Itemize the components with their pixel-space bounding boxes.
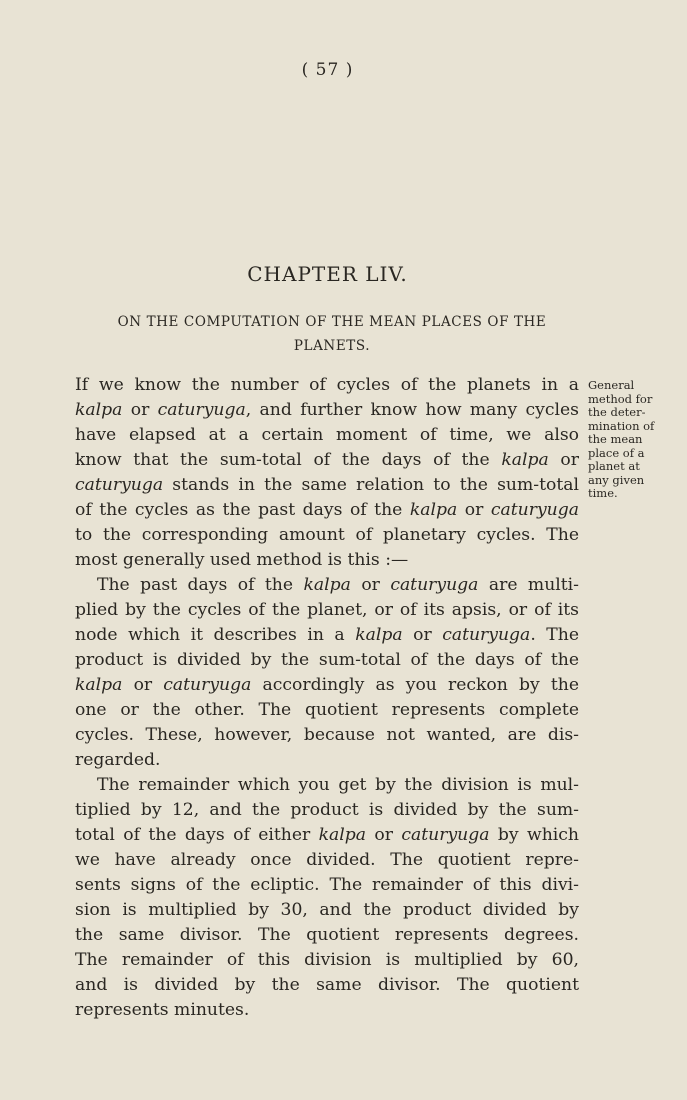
sidenote-line: place of a bbox=[588, 445, 645, 460]
text-line: caturyuga stands in the same relation to the sum-total bbox=[75, 475, 579, 495]
text-line: sents signs of the ecliptic. The remainder of this divi- bbox=[75, 875, 579, 895]
text-line: cycles. These, however, because not wanted, are dis- bbox=[75, 725, 579, 745]
text-line: regarded. bbox=[75, 750, 161, 770]
text-line: the same divisor. The quotient represents degrees. bbox=[75, 925, 579, 945]
body-text bbox=[75, 373, 579, 1023]
chapter-subtitle-line: PLANETS. bbox=[293, 338, 371, 354]
paragraph bbox=[75, 373, 579, 573]
chapter-subtitle bbox=[82, 310, 582, 358]
text-line: know that the sum-total of the days of the kalpa or bbox=[75, 450, 579, 470]
italic-term: kalpa bbox=[75, 400, 123, 420]
italic-term: caturyuga bbox=[490, 500, 580, 520]
text-line: represents minutes. bbox=[75, 1000, 250, 1020]
sidenote-line: method for bbox=[588, 391, 653, 406]
text-line: have elapsed at a certain moment of time, we also bbox=[75, 425, 579, 445]
text-line: product is divided by the sum-total of the days of the bbox=[75, 650, 579, 670]
italic-term: kalpa bbox=[355, 625, 403, 645]
text-line: node which it describes in a kalpa or caturyuga. The bbox=[75, 625, 579, 645]
italic-term: kalpa bbox=[501, 450, 549, 470]
italic-term: kalpa bbox=[75, 675, 123, 695]
sidenote-line: any given bbox=[588, 472, 645, 487]
text-line: we have already once divided. The quotient repre- bbox=[75, 850, 579, 870]
text-line: tiplied by 12, and the product is divided by the sum- bbox=[75, 800, 579, 820]
italic-term: kalpa bbox=[318, 825, 367, 845]
text-line: The past days of the kalpa or caturyuga are multi- bbox=[97, 575, 579, 595]
paragraph bbox=[75, 773, 579, 1023]
italic-term: caturyuga bbox=[163, 675, 252, 695]
sidenote-line: mination of bbox=[588, 418, 655, 433]
text-line: total of the days of either kalpa or caturyuga by which bbox=[75, 825, 579, 845]
text-line: and is divided by the same divisor. The quotient bbox=[75, 975, 579, 995]
page-number: ( 57 ) bbox=[301, 60, 354, 80]
italic-term: caturyuga bbox=[75, 475, 164, 495]
text-line: kalpa or caturyuga accordingly as you reckon by the bbox=[75, 675, 579, 695]
text-line: most generally used method is this :— bbox=[75, 550, 409, 570]
text-line: of the cycles as the past days of the kalpa or caturyuga bbox=[75, 500, 580, 520]
text-line: The remainder of this division is multiplied by 60, bbox=[75, 950, 579, 970]
sidenote-line: the deter- bbox=[588, 405, 646, 419]
italic-term: kalpa bbox=[303, 575, 351, 595]
sidenote-line: General bbox=[588, 378, 635, 392]
italic-term: caturyuga bbox=[390, 575, 479, 595]
paragraph bbox=[75, 573, 579, 773]
italic-term: kalpa bbox=[409, 500, 458, 520]
text-line: to the corresponding amount of planetary cycles. The bbox=[75, 525, 579, 545]
italic-term: caturyuga bbox=[157, 400, 246, 420]
sidenote bbox=[588, 379, 668, 501]
chapter-title: CHAPTER LIV. bbox=[247, 262, 408, 286]
chapter-subtitle-line: ON THE COMPUTATION OF THE MEAN PLACES OF THE bbox=[117, 314, 547, 330]
text-line: If we know the number of cycles of the planets in a bbox=[75, 375, 579, 395]
sidenote-line: time. bbox=[588, 486, 618, 500]
sidenote-line: the mean bbox=[588, 432, 643, 446]
text-line: one or the other. The quotient represents complete bbox=[75, 700, 579, 720]
text-line: plied by the cycles of the planet, or of its apsis, or of its bbox=[75, 600, 579, 620]
italic-term: caturyuga bbox=[442, 625, 531, 645]
sidenote-line: planet at bbox=[588, 459, 640, 473]
text-line: kalpa or caturyuga, and further know how many cycles bbox=[75, 400, 579, 420]
text-line: The remainder which you get by the division is mul- bbox=[97, 775, 579, 795]
italic-term: caturyuga bbox=[401, 825, 490, 845]
text-line: sion is multiplied by 30, and the product divided by bbox=[75, 900, 579, 920]
